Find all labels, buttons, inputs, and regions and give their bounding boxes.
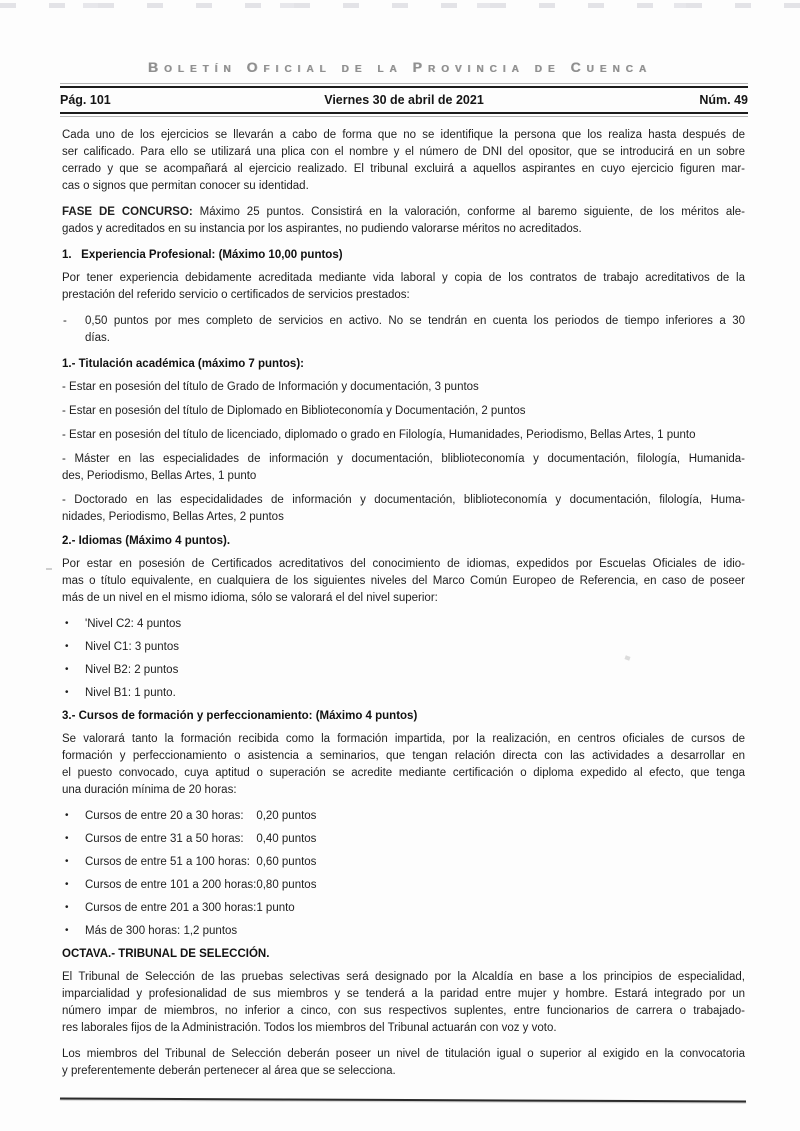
list-item-servicios	[62, 313, 745, 347]
header-rule-bottom-thin	[60, 116, 748, 117]
list-item-text: Cursos de entre 31 a 50 horas: 0,40 puntos	[85, 833, 317, 845]
paragraph-tribunal	[62, 969, 745, 1037]
bullet-icon: •	[65, 925, 69, 936]
issue-number-label: Núm. 49	[699, 93, 748, 107]
text-line: res laborales fijos de la Administración. Todos los miembros del Tribunal actuarán con voz y voto.	[62, 1022, 557, 1034]
fase-concurso-label: FASE DE CONCURSO:	[62, 206, 193, 218]
text-line: días.	[85, 332, 110, 344]
issue-date-label: Viernes 30 de abril de 2021	[324, 93, 484, 107]
text-line: gados y acreditados en su instancia por los aspirantes, no pudiendo valorarse méritos no acreditados.	[62, 223, 582, 235]
page-number-label: Pág. 101	[60, 93, 111, 107]
text-run: Máximo 25 puntos. Consistirá en la valoración, conforme al baremo siguiente, de los méritos ale-	[192, 206, 745, 218]
list-item-text: Nivel B1: 1 punto.	[85, 687, 176, 699]
text-line: 0,50 puntos por mes completo de servicios en activo. No se tendrán en cuenta los periodos de tiempo inferiores a 30	[85, 315, 745, 327]
text-line: cas o signos que permitan conocer su identidad.	[62, 180, 309, 192]
idiomas-bullet-list	[62, 616, 745, 702]
paragraph-idiomas	[62, 556, 745, 607]
bullet-icon: •	[65, 664, 69, 675]
heading-experiencia-profesional: 1. Experiencia Profesional: (Máximo 10,00 puntos)	[62, 249, 343, 261]
text-line: imparcialidad y profesionalidad de sus miembros y se tenderá a la paridad entre mujer y hombre. Estará integrado por un	[62, 988, 745, 1000]
bullet-icon: •	[65, 902, 69, 913]
bullet-icon: •	[65, 618, 69, 629]
text-line: número impar de miembros, no inferior a cinco, con sus respectivos suplentes, entre funcionarios de carrera o trabajado-	[62, 1005, 745, 1017]
list-item-text: Cursos de entre 201 a 300 horas:1 punto	[85, 902, 295, 914]
text-line: - Máster en las especialidades de información y documentación, bliblioteconomía y documentación, filología, Humanida-	[62, 453, 745, 465]
heading-idiomas: 2.- Idiomas (Máximo 4 puntos).	[62, 535, 231, 547]
text-line: el puesto convocado, cuya aptitud o superación se acredite mediante certificación o diploma expedido al efecto, que tenga	[62, 767, 745, 779]
text-line: y preferentemente deberán pertenecer al área que se selecciona.	[62, 1065, 396, 1077]
paragraph-fase-concurso	[62, 204, 745, 238]
text-line: formación y perfeccionamiento o asistencia a seminarios, que tengan relación directa con las actividades a desarrollar en	[62, 750, 745, 762]
text-line: Se valorará tanto la formación recibida como la formación impartida, por la realización, en centros oficiales de cursos de	[62, 733, 745, 745]
list-item	[62, 403, 745, 420]
list-item	[62, 854, 745, 871]
list-item	[62, 831, 745, 848]
list-item	[62, 877, 745, 894]
document-body	[62, 127, 745, 1080]
bulletin-masthead: Boletín Oficial de la Provincia de Cuenca	[147, 59, 653, 75]
text-line: - Doctorado en las especidalidades de información y documentación, bliblioteconomía y documentación, filología, Huma-	[62, 494, 745, 506]
list-item-text: Más de 300 horas: 1,2 puntos	[85, 925, 238, 937]
list-item-text: Nivel B2: 2 puntos	[85, 664, 179, 676]
scan-speck	[46, 568, 52, 570]
list-item	[62, 492, 745, 526]
text-line: El Tribunal de Selección de las pruebas selectivas será designado por la Alcaldía en base a los principios de especialidad,	[62, 971, 745, 983]
list-item-text: Nivel C1: 3 puntos	[85, 641, 179, 653]
text-line: Por tener experiencia debidamente acreditada mediante vida laboral y copia de los contratos de trabajo acreditativos de la	[62, 272, 745, 284]
text-line: cerrado y que se acompañará al ejercicio realizado. El tribunal excluirá a aquellos aspirantes en cuyo ejercicio figuren mar-	[62, 163, 745, 175]
footer-rule	[60, 1098, 746, 1103]
text-line: Los miembros del Tribunal de Selección deberán poseer un nivel de titulación igual o superior al exigido en la convocatoria	[62, 1048, 745, 1060]
text-line: más de un nivel en el mismo idioma, sólo se valorará el del nivel superior:	[62, 592, 438, 604]
page-header	[60, 83, 748, 117]
text-line: prestación del referido servicio o certificados de servicios prestados:	[62, 289, 410, 301]
paragraph-plica	[62, 127, 745, 195]
list-item-text: Cursos de entre 51 a 100 horas: 0,60 puntos	[85, 856, 317, 868]
list-item	[62, 923, 745, 940]
list-item	[62, 808, 745, 825]
heading-titulacion-academica: 1.- Titulación académica (máximo 7 puntos):	[62, 358, 304, 370]
bullet-icon: •	[65, 856, 69, 867]
list-item	[62, 639, 745, 656]
text-line: - Estar en posesión del título de Diplomado en Biblioteconomía y Documentación, 2 puntos	[62, 405, 526, 417]
paragraph-cursos	[62, 731, 745, 799]
text-line: des, Periodismo, Bellas Artes, 1 punto	[62, 470, 257, 482]
list-item-text	[85, 313, 745, 347]
bullet-icon: •	[65, 687, 69, 698]
list-item-text: Cursos de entre 101 a 200 horas:0,80 puntos	[85, 879, 317, 891]
text-line: Cada uno de los ejercicios se llevarán a cabo de forma que no se identifique la persona que los realiza hasta después de	[62, 129, 745, 141]
bullet-icon: •	[65, 810, 69, 821]
heading-cursos-formacion: 3.- Cursos de formación y perfeccionamiento: (Máximo 4 puntos)	[62, 710, 418, 722]
list-item	[62, 662, 745, 679]
list-item	[62, 451, 745, 485]
text-line: - Estar en posesión del título de licenciado, diplomado o grado en Filología, Humanidades, Periodismo, Bellas Artes, 1 punto	[62, 429, 696, 441]
text-line: - Estar en posesión del título de Grado de Información y documentación, 3 puntos	[62, 381, 479, 393]
cursos-bullet-list	[62, 808, 745, 940]
scan-edge-artifact	[0, 3, 800, 8]
list-item	[62, 616, 745, 633]
list-item-text: Cursos de entre 20 a 30 horas: 0,20 puntos	[85, 810, 317, 822]
list-item	[62, 900, 745, 917]
text-line: ser calificado. Para ello se utilizará una plica con el nombre y el número de DNI del opositor, que se introducirá en un sobre	[62, 146, 745, 158]
text-line: Por estar en posesión de Certificados acreditativos del conocimiento de idiomas, expedidos por Escuelas Oficiales de idio-	[62, 558, 745, 570]
paragraph-miembros-tribunal	[62, 1046, 745, 1080]
text-line: una duración mínima de 20 horas:	[62, 784, 237, 796]
text-line: mas o título equivalente, en cualquiera de los siguientes niveles del Marco Común Europeo de Referencia, en caso de poseer	[62, 575, 745, 587]
bullet-icon: •	[65, 641, 69, 652]
titulacion-list	[62, 379, 745, 526]
list-item	[62, 685, 745, 702]
list-item-text: 'Nivel C2: 4 puntos	[85, 618, 182, 630]
header-row	[60, 88, 748, 112]
bullet-icon: •	[65, 879, 69, 890]
heading-octava-tribunal: OCTAVA.- TRIBUNAL DE SELECCIÓN.	[62, 948, 270, 960]
list-item	[62, 379, 745, 396]
dash-marker: -	[63, 315, 67, 327]
bullet-icon: •	[65, 833, 69, 844]
text-line: nidades, Periodismo, Bellas Artes, 2 puntos	[62, 511, 284, 523]
paragraph-experiencia	[62, 270, 745, 304]
text-line	[62, 204, 745, 221]
list-item	[62, 427, 745, 444]
